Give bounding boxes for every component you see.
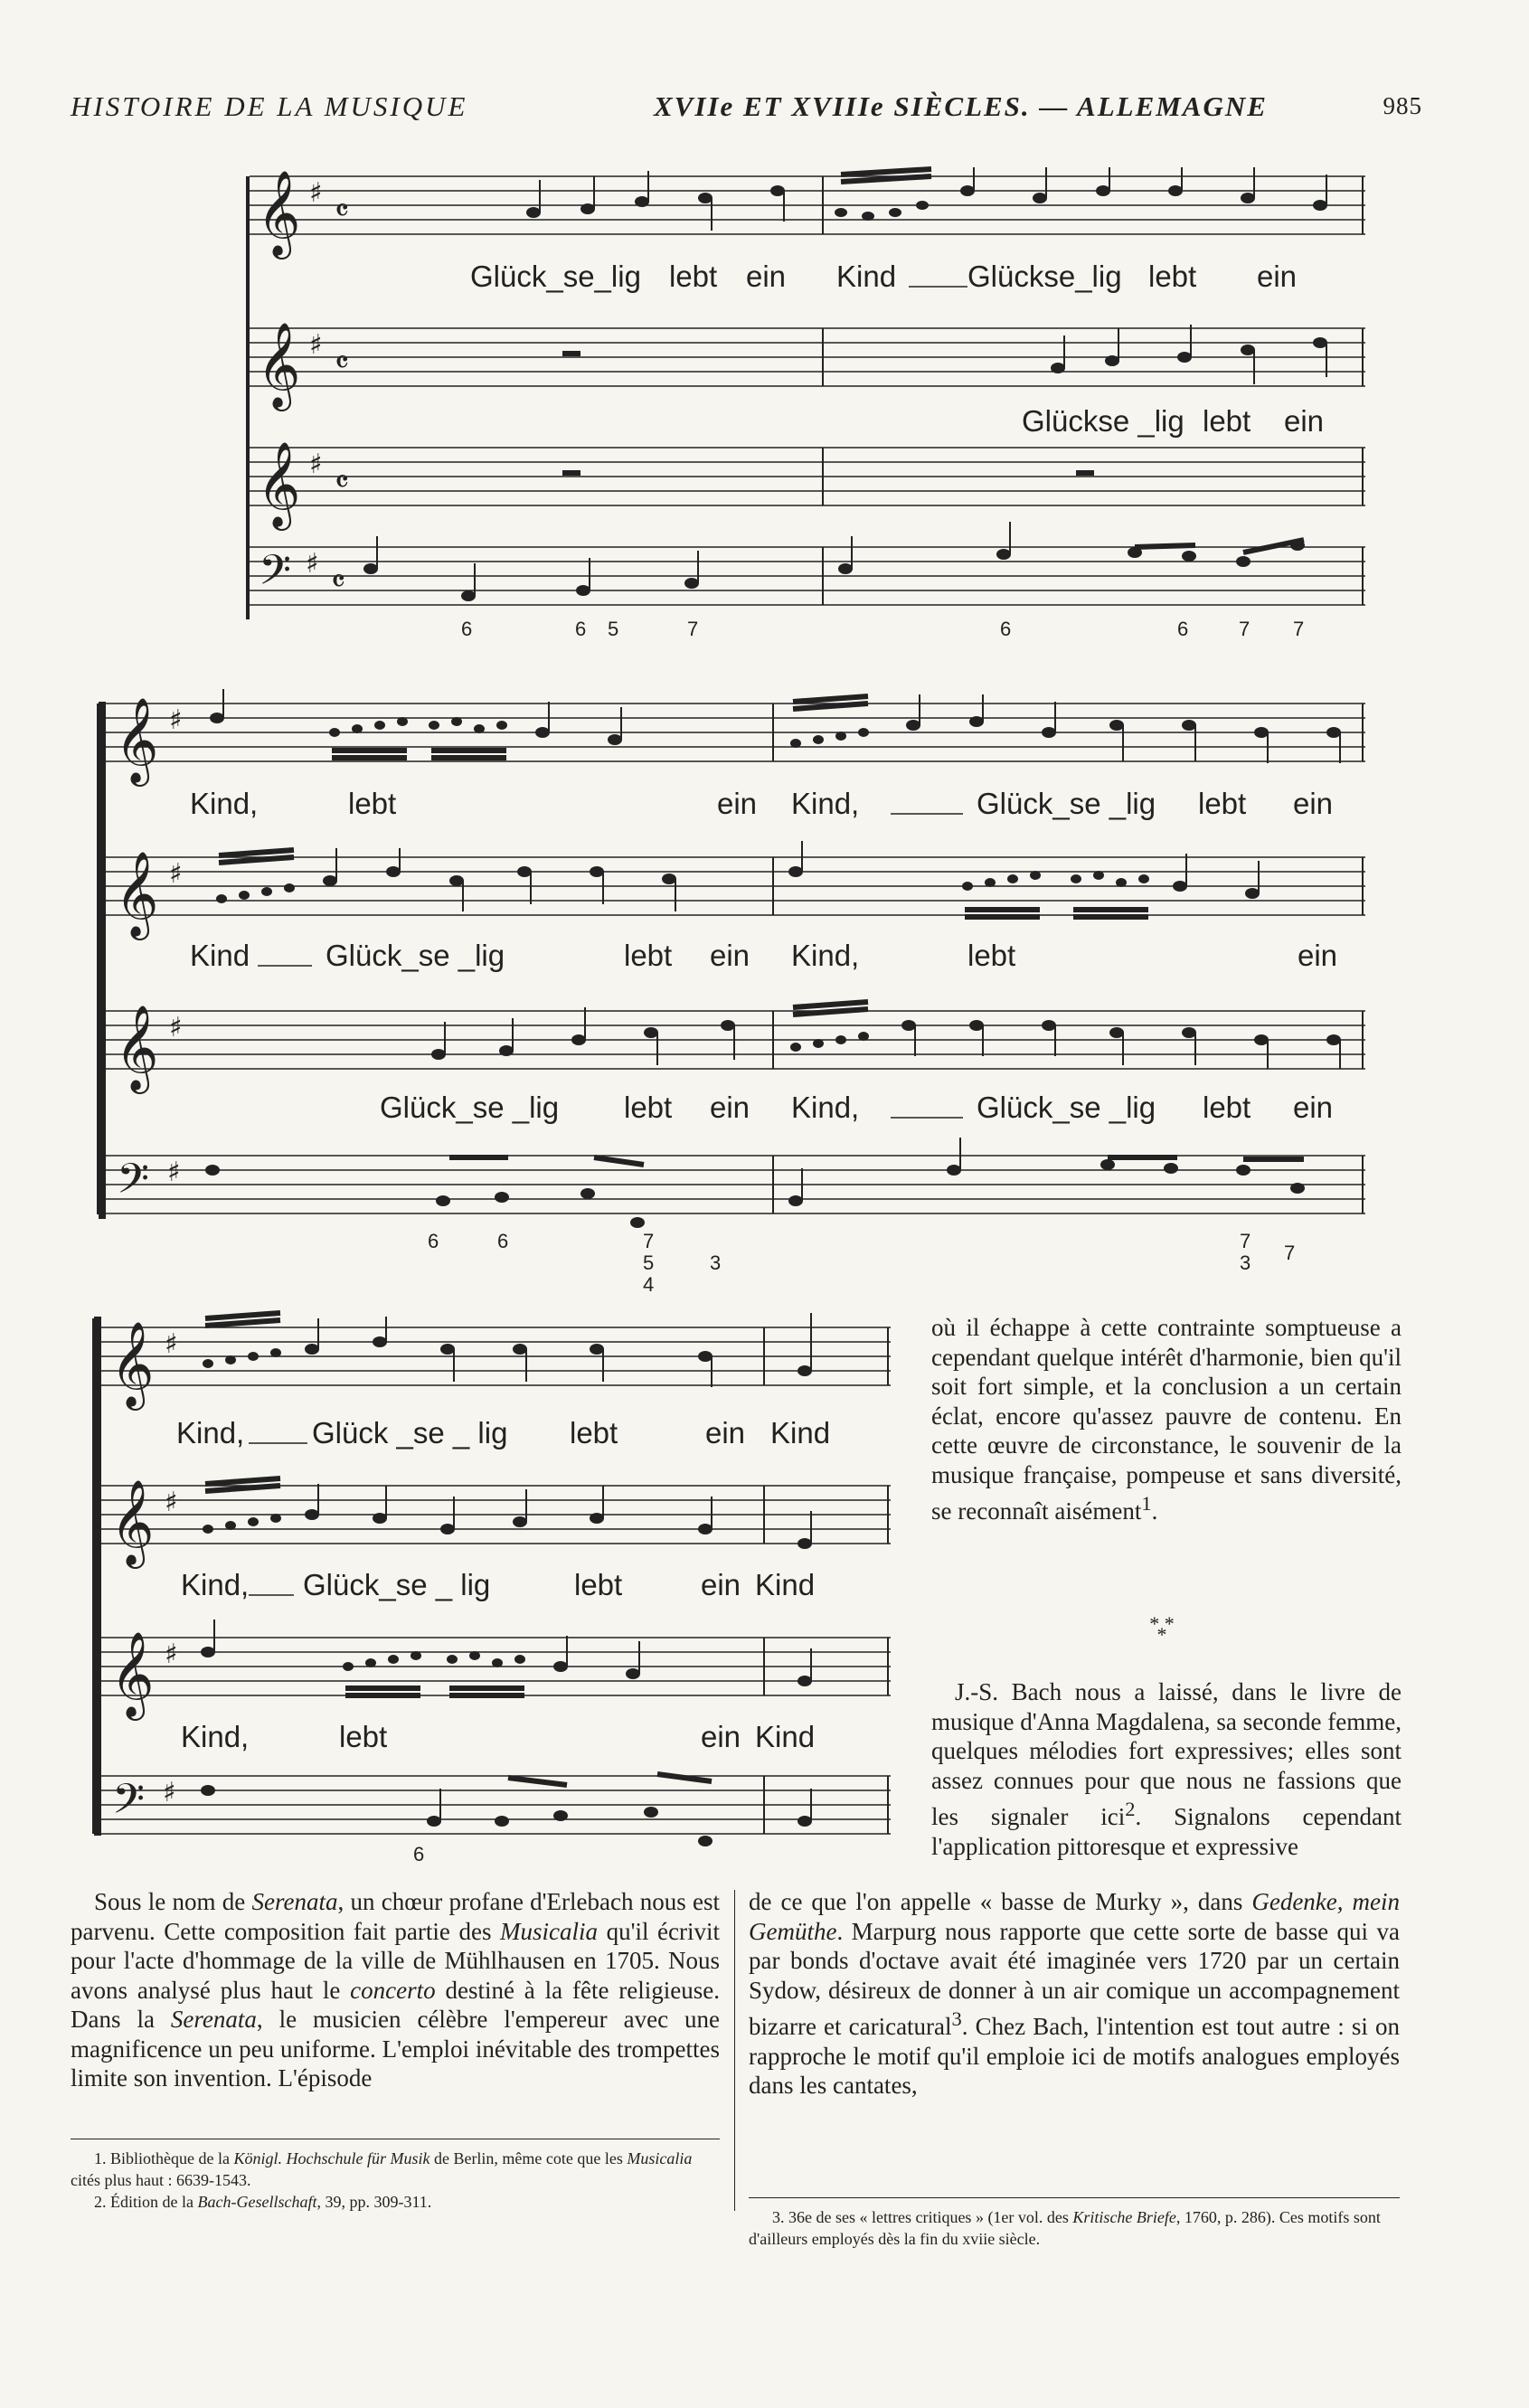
staff-3 [99,1619,891,1721]
svg-text:7: 7 [643,1230,655,1252]
paragraph-1: où il échappe à cette contrainte somptueuse a cependant quelque intérêt d'harmonie, bien qu'il soit fort simple, et la conclusion a un certain éclat, encore qu'assez pauvre de contenu. En cette œuvre de circonstance, le souvenir de la musique française, pompeuse et sans diversité, se reconnaît aisément$^1$. [931,1314,1402,1525]
svg-text:6: 6 [497,1230,509,1252]
header-section: XVIIe ET XVIIIe SIÈCLES. — ALLEMAGNE [654,90,1268,122]
paragraph-2: J.-S. Bach nous a laissé, dans le livre de musique d'Anna Magdalena, sa seconde femme, quelques mélodies fort expressives; elles sont assez connues pour que nous ne fassions que les signaler ici$^2$. Signalons cependant l'application pittoresque et expressive [931,1678,1402,1860]
svg-text:Glück_se_lig: Glück_se_lig [470,260,641,293]
svg-text:𝄴: 𝄴 [335,345,350,382]
svg-text:Glück_se _lig: Glück_se _lig [977,787,1156,820]
svg-text:Kind,: Kind, [181,1720,250,1753]
staff-3 [250,441,1365,531]
staff-2 [250,322,1365,411]
paragraph-serenata: Sous le nom de Serenata, un chœur profane d'Erlebach nous est parvenu. Cette composition fait partie des Musicalia qu'il écrivit pour l'acte d'hommage de la ville de Mühlhausen en 1705. Nous avons analysé plus haut le concerto destiné à la fête religieuse. Dans la Serenata, le musicien célèbre l'empereur avec une magnificence un peu uniforme. L'emploi inévitable des trompettes limite son invention. L'épisode [71,1888,720,2092]
left-column-text [71,1887,720,2093]
treble-clef-icon: 𝄞 [110,1321,155,1407]
svg-text:Kind,: Kind, [791,1091,860,1124]
svg-text:♯: ♯ [169,858,183,890]
svg-text:lebt: lebt [339,1720,388,1753]
svg-text:lebt: lebt [624,939,673,972]
svg-text:Glückse_lig: Glückse_lig [967,260,1122,293]
music-system-3 [90,1309,904,1870]
svg-text:lebt: lebt [1198,787,1247,820]
svg-text:lebt: lebt [1203,404,1251,438]
svg-text:3: 3 [1240,1251,1251,1274]
svg-text:Kind: Kind [190,939,250,972]
svg-text:𝄴: 𝄴 [335,464,350,501]
treble-clef-icon: 𝄞 [257,441,301,527]
svg-text:ein: ein [1284,404,1325,438]
svg-text:𝄴: 𝄴 [335,193,350,230]
treble-clef-icon: 𝄞 [110,1479,155,1565]
figured-bass-3 [413,1843,424,1865]
svg-text:♯: ♯ [163,1777,176,1808]
treble-clef-icon: 𝄞 [115,1005,159,1091]
lyrics-staff-2 [1022,404,1324,438]
svg-text:6: 6 [428,1230,439,1252]
svg-text:♯: ♯ [309,177,323,209]
figured-bass-1 [461,618,1304,640]
lyrics-staff-3 [181,1720,815,1753]
svg-text:lebt: lebt [570,1416,618,1450]
svg-text:6: 6 [1177,618,1189,640]
header-title: HISTOIRE DE LA MUSIQUE [71,90,468,122]
lyrics-staff-3 [380,1091,1333,1124]
staff-1 [250,170,1365,260]
svg-text:Glückse _lig: Glückse _lig [1022,404,1185,438]
svg-text:ein: ein [1293,787,1334,820]
svg-text:5: 5 [643,1251,655,1274]
svg-text:ein: ein [701,1720,741,1753]
bass-clef-icon: 𝄢 [112,1775,146,1834]
svg-text:7: 7 [1284,1242,1296,1264]
treble-clef-icon: 𝄞 [110,1631,155,1717]
svg-text:♯: ♯ [309,449,323,480]
svg-text:Glück_se _lig: Glück_se _lig [977,1091,1156,1124]
svg-text:Glück _se _ lig: Glück _se _ lig [312,1416,508,1450]
svg-text:5: 5 [608,618,619,640]
svg-text:7: 7 [1240,1230,1251,1252]
music-system-2 [95,694,1370,1296]
svg-text:ein: ein [717,787,758,820]
svg-text:6: 6 [1000,618,1012,640]
svg-text:lebt: lebt [624,1091,673,1124]
svg-text:7: 7 [1239,618,1251,640]
right-column-text-2 [931,1677,1402,1861]
svg-text:ein: ein [705,1416,746,1450]
staff-1 [99,1313,891,1411]
svg-text:Glück_se _ lig: Glück_se _ lig [303,1568,491,1601]
score-system-3 [90,1309,904,1870]
bass-clef-icon: 𝄢 [259,546,292,605]
music-system-1 [244,167,1365,647]
right-column-text [931,1313,1402,1526]
svg-text:Kind,: Kind, [190,787,259,820]
staff-4 [250,522,1365,605]
svg-text:♯: ♯ [169,1012,183,1043]
lyrics-staff-2 [181,1568,815,1601]
paragraph-3: de ce que l'on appelle « basse de Murky », dans Gedenke, mein Gemüthe. Marpurg nous rapporte que cette sorte de basse qui va par bonds d'octave avait été imaginée vers 1720 par un certain Sydow, désireux de donner à un air comique un accompagnement bizarre et caricatural$^3$. Chez Bach, l'intention est tout autre : si on rapproche le motif qu'il emploie ici de motifs analogues employés dans les cantates, [749,1888,1401,2099]
svg-text:Kind: Kind [836,260,897,293]
svg-text:6: 6 [461,618,473,640]
svg-text:ein: ein [1298,939,1338,972]
svg-text:ein: ein [1293,1091,1334,1124]
figured-bass-2 [428,1230,1295,1296]
svg-text:lebt: lebt [669,260,718,293]
footnotes-left [71,2148,720,2213]
svg-text:♯: ♯ [169,704,183,736]
svg-text:ein: ein [701,1568,741,1601]
svg-text:Kind,: Kind, [791,939,860,972]
bass-clef-icon: 𝄢 [117,1155,150,1213]
lyrics-staff-2 [190,939,1337,972]
svg-text:lebt: lebt [1148,260,1197,293]
svg-text:ein: ein [746,260,787,293]
staff-2 [99,1478,891,1569]
svg-text:lebt: lebt [348,787,397,820]
svg-text:4: 4 [643,1273,655,1296]
staff-1 [104,689,1365,787]
svg-text:lebt: lebt [967,939,1016,972]
svg-text:7: 7 [687,618,699,640]
treble-clef-icon: 𝄞 [257,170,301,256]
staff-4 [104,1138,1365,1228]
svg-text:ein: ein [1257,260,1298,293]
svg-text:Kind,: Kind, [176,1416,245,1450]
svg-text:𝄴: 𝄴 [331,563,346,600]
treble-clef-icon: 𝄞 [257,322,301,408]
svg-text:Glück_se _lig: Glück_se _lig [326,939,505,972]
staff-2 [104,841,1365,940]
svg-text:Kind,: Kind, [181,1568,250,1601]
svg-text:ein: ein [710,939,750,972]
svg-text:Kind: Kind [755,1568,816,1601]
lyrics-staff-1 [176,1416,830,1450]
svg-text:6: 6 [413,1843,425,1865]
svg-text:♯: ♯ [165,1638,178,1670]
staff-3 [104,1002,1365,1094]
svg-text:7: 7 [1293,618,1305,640]
svg-text:Glück_se _lig: Glück_se _lig [380,1091,560,1124]
lyrics-staff-1 [190,787,1333,820]
svg-text:3: 3 [710,1251,722,1274]
asterism: * * * [1149,1612,1175,1646]
treble-clef-icon: 𝄞 [115,697,159,783]
svg-text:♯: ♯ [167,1157,181,1188]
footnote-1: 1. Bibliothèque de la Königl. Hochschule für Musik de Berlin, même cote que les Musicalia cités plus haut : 6639-1543. [71,2149,693,2189]
footnote-3: 3. 36e de ses « lettres critiques » (1er vol. des Kritische Briefe, 1760, p. 286). Ces motifs sont d'ailleurs employés dès la fin du xviie siècle. [749,2208,1381,2248]
footnote-rule-right [749,2197,1400,2198]
running-header [71,90,1422,127]
svg-text:ein: ein [710,1091,750,1124]
lyrics-staff-1 [470,260,1297,293]
column-divider [734,1890,735,2211]
svg-text:♯: ♯ [165,1487,178,1518]
svg-text:lebt: lebt [574,1568,623,1601]
svg-text:♯: ♯ [309,329,323,361]
svg-text:Kind: Kind [770,1416,831,1450]
score-system-1 [244,167,1365,647]
page-number: 985 [1383,92,1422,119]
svg-text:♯: ♯ [306,548,319,580]
staff-4 [99,1774,891,1846]
footnotes-right [749,2206,1400,2250]
svg-text:lebt: lebt [1203,1091,1251,1124]
svg-text:Kind: Kind [755,1720,816,1753]
svg-text:♯: ♯ [165,1328,178,1360]
treble-clef-icon: 𝄞 [115,851,159,937]
right-column-text-3 [749,1887,1400,2101]
footnote-2: 2. Édition de la Bach-Gesellschaft, 39, pp. 309-311. [94,2193,432,2211]
svg-text:Kind,: Kind, [791,787,860,820]
score-system-2 [95,694,1370,1296]
svg-text:6: 6 [575,618,587,640]
